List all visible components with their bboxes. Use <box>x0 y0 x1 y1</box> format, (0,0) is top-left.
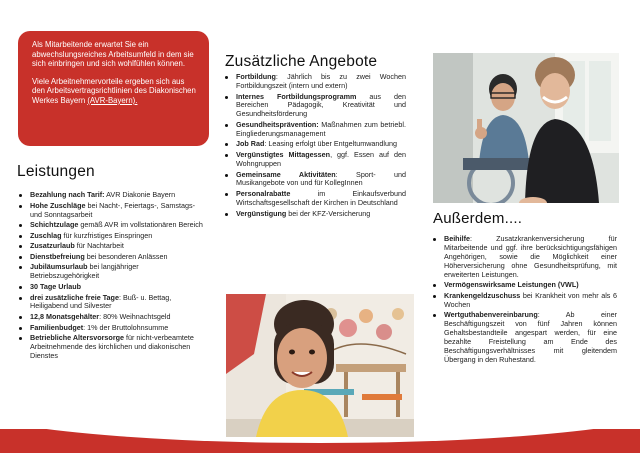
leistungen-item-title: Schichtzulage <box>30 220 79 230</box>
angebote-item <box>224 210 406 219</box>
leistungen-item <box>18 324 204 333</box>
leistungen-item <box>18 202 204 220</box>
intro-box <box>18 31 209 146</box>
angebote-item <box>224 190 406 208</box>
leistungen-item <box>18 253 204 262</box>
avr-bayern-link[interactable]: (AVR-Bayern). <box>87 95 138 105</box>
leistungen-item-text: : 1% der Bruttolohnsumme <box>83 322 169 332</box>
angebote-item-title: Gesundheitsprävention: <box>236 119 319 129</box>
leistungen-item <box>18 283 204 292</box>
angebote-item-text: : Sport- und Musikangebote von und für KollegInnen <box>236 169 406 188</box>
ausserdem-item <box>432 235 617 280</box>
ausserdem-item-text: : Zusatzkrankenversicherung für Mitarbeitende und ggf. ihre berücksichtigungsfähigen Angehörigen, sowie die Möglichkeit einer Höherversicherung ohne Gesundheitsprüfung, mit erweiterten Leistungen. <box>444 234 617 279</box>
angebote-item-text: aus den Bereichen Pädagogik, Kreativität und Gesundheitsförderung <box>236 91 406 119</box>
angebote-item-title: Fortbildung <box>236 72 276 81</box>
angebote-item-text: : Jährlich bis zu zwei Wochen Fortbildungszeit (intern und extern) <box>236 72 406 90</box>
leistungen-item-text: für kurzfristiges Einspringen <box>61 230 153 240</box>
leistungen-heading: Leistungen <box>17 163 95 180</box>
ausserdem-heading: Außerdem.... <box>433 210 523 227</box>
leistungen-item-text: AVR Diakonie Bayern <box>104 190 176 199</box>
ausserdem-item-title: Wertguthabenvereinbarung <box>444 310 538 320</box>
intro-paragraph-2-text: Viele Arbeitnehmervorteile ergeben sich aus den Arbeitsvertragsrichtlinien des Diakonischen Werkes Bayern <box>32 76 196 105</box>
angebote-item-text: Maßnahmen zum betriebl. Eingliederungsmanagement <box>236 119 406 138</box>
leistungen-item-title: Bezahlung nach Tarif: <box>30 190 105 199</box>
leistungen-item-title: Zuschlag <box>30 230 62 240</box>
angebote-item-title: Job Rad <box>236 139 265 149</box>
angebote-item-title: Vergünstigtes Mittagessen <box>236 150 331 159</box>
ausserdem-item-title: Vermögenswirksame Leistungen (VWL) <box>444 280 579 290</box>
ausserdem-item-text: bei Krankheit von mehr als 6 Wochen <box>444 290 617 309</box>
angebote-item-title: Vergünstigung <box>236 208 287 218</box>
angebote-item-title: Internes Fortbildungsprogramm <box>236 91 357 101</box>
angebote-item <box>224 171 406 189</box>
leistungen-item <box>18 294 204 312</box>
angebote-item <box>224 121 406 139</box>
leistungen-item-text: für Nachtarbeit <box>74 241 124 251</box>
angebote-item-text: , ggf. Essen auf den Wohngruppen <box>236 150 406 168</box>
angebote-item <box>224 140 406 149</box>
leistungen-item <box>18 232 204 241</box>
ausserdem-item <box>432 311 617 364</box>
leistungen-item-title: Hohe Zuschläge <box>30 200 86 210</box>
leistungen-item-text: : 80% Weihnachtsgeld <box>99 312 171 322</box>
leistungen-item-text: bei besonderen Anlässen <box>84 251 168 261</box>
leistungen-item-title: Zusatzurlaub <box>30 241 75 251</box>
leistungen-item-text: : Buß- u. Bettag, Heiligabend und Silvester <box>30 292 172 311</box>
angebote-item <box>224 151 406 169</box>
angebote-list <box>224 73 406 220</box>
ausserdem-item <box>432 281 617 290</box>
ausserdem-item-text: : Ab einer Beschäftigungszeit von fünf Jahren können Gehaltsbestandteile angespart werden, für eine bezahlte Freistellung am Ende des Beschäftigungsverhältnisses mit gleitendem Übergang in den Ruhestand. <box>444 310 617 364</box>
ausserdem-item-title: Beihilfe <box>444 234 470 243</box>
ausserdem-item <box>432 292 617 310</box>
leistungen-item <box>18 191 204 200</box>
leistungen-item-title: 30 Tage Urlaub <box>30 281 81 291</box>
angebote-item-text: im Einkaufsverbund Wirtschaftsgesellschaft der Kirchen in Deutschland <box>236 189 406 207</box>
angebote-item-text: : Leasing erfolgt über Entgeltumwandlung <box>264 139 398 149</box>
leistungen-item-title: Jubiläumsurlaub <box>30 262 88 272</box>
leistungen-item-title: Betriebliche Altersvorsorge <box>30 333 125 343</box>
leistungen-item-text: bei Nacht-, Feiertags-, Samstags- und Sonntagsarbeit <box>30 200 195 219</box>
ausserdem-item-title: Krankengeldzuschuss <box>444 290 521 300</box>
leistungen-item-title: Familienbudget <box>30 322 84 332</box>
leistungen-item <box>18 221 204 230</box>
ausserdem-list <box>432 235 617 366</box>
leistungen-item <box>18 334 204 361</box>
leistungen-item-text: bei langjähriger Betriebszugehörigkeit <box>30 262 139 281</box>
angebote-item <box>224 73 406 91</box>
leistungen-list <box>18 191 204 363</box>
leistungen-item-title: Dienstbefreiung <box>30 251 85 261</box>
leistungen-item <box>18 313 204 322</box>
angebote-item <box>224 93 406 120</box>
photo-girl-smiling <box>226 294 414 437</box>
leistungen-item-text: für nicht-verbeamtete Arbeitnehmende des kirchlichen und diakonischen Dienstes <box>30 333 194 361</box>
leistungen-item-title: drei zusätzliche freie Tage <box>30 292 119 302</box>
angebote-item-text: bei der KFZ-Versicherung <box>286 208 371 218</box>
intro-paragraph-2 <box>32 77 199 106</box>
intro-paragraph-1: Als Mitarbeitende erwartet Sie ein abwechslungsreiches Arbeitsumfeld in dem sie sich einbringen und sich wohlfühlen können. <box>32 40 194 69</box>
leistungen-item <box>18 263 204 281</box>
angebote-item-title: Personalrabatte <box>236 189 291 198</box>
angebote-item-title: Gemeinsame Aktivitäten <box>236 169 336 179</box>
leistungen-item-text: gemäß AVR im vollstationären Bereich <box>78 220 203 230</box>
photo-staff-and-resident <box>433 53 619 203</box>
angebote-heading: Zusätzliche Angebote <box>225 53 378 70</box>
leistungen-item <box>18 242 204 251</box>
leistungen-item-title: 12,8 Monatsgehälter <box>30 312 100 322</box>
